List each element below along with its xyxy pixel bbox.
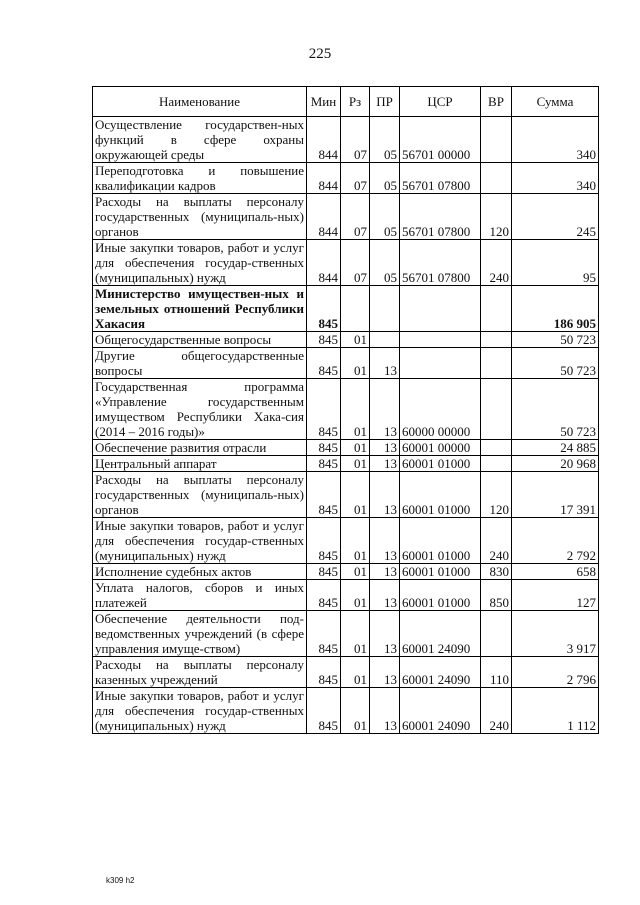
table-row [93,564,599,580]
cell-sum: 95 [512,240,599,286]
cell-csr: 60001 24090 [400,611,481,657]
cell-vr: 240 [481,240,512,286]
cell-min: 845 [307,688,341,734]
cell-csr [400,348,481,379]
table-row [93,580,599,611]
cell-name: Общегосударственные вопросы [93,332,307,348]
cell-min: 844 [307,163,341,194]
cell-min: 845 [307,379,341,440]
cell-vr [481,286,512,332]
cell-min: 845 [307,332,341,348]
cell-name: Государственная программа «Управление государственным имуществом Республики Хака-сия (2014 – 2016 годы)» [93,379,307,440]
cell-rz: 07 [341,117,370,163]
header-name: Наименование [93,87,307,117]
cell-sum: 1 112 [512,688,599,734]
cell-pr: 13 [370,580,400,611]
cell-vr [481,456,512,472]
header-vr: ВР [481,87,512,117]
cell-csr: 56701 07800 [400,240,481,286]
table-row [93,286,599,332]
cell-name: Уплата налогов, сборов и иных платежей [93,580,307,611]
cell-name: Обеспечение деятельности под-ведомственных учреждений (в сфере управления имуще-ством) [93,611,307,657]
cell-pr: 05 [370,163,400,194]
cell-name: Министерство имуществен-ных и земельных отношений Республики Хакасия [93,286,307,332]
cell-vr: 830 [481,564,512,580]
cell-name: Иные закупки товаров, работ и услуг для обеспечения государ-ственных (муниципальных) нужд [93,688,307,734]
cell-sum: 2 796 [512,657,599,688]
header-rz: Рз [341,87,370,117]
cell-csr: 56701 00000 [400,117,481,163]
table-row [93,117,599,163]
cell-min: 845 [307,456,341,472]
cell-sum: 658 [512,564,599,580]
cell-rz: 01 [341,332,370,348]
cell-sum: 2 792 [512,518,599,564]
cell-csr: 60001 01000 [400,456,481,472]
cell-pr: 05 [370,240,400,286]
cell-csr: 60001 00000 [400,440,481,456]
cell-pr: 13 [370,564,400,580]
cell-vr: 120 [481,472,512,518]
cell-csr: 60001 01000 [400,518,481,564]
cell-rz: 01 [341,379,370,440]
cell-vr [481,332,512,348]
cell-rz: 07 [341,240,370,286]
cell-csr: 56701 07800 [400,194,481,240]
cell-name: Осуществление государствен-ных функций в сфере охраны окружающей среды [93,117,307,163]
cell-vr [481,379,512,440]
cell-vr [481,440,512,456]
table-row [93,163,599,194]
cell-pr: 13 [370,440,400,456]
table-row [93,611,599,657]
cell-min: 845 [307,348,341,379]
header-min: Мин [307,87,341,117]
table-row [93,348,599,379]
cell-vr: 850 [481,580,512,611]
cell-min: 845 [307,440,341,456]
cell-csr: 56701 07800 [400,163,481,194]
cell-name: Переподготовка и повышение квалификации кадров [93,163,307,194]
cell-sum: 24 885 [512,440,599,456]
cell-rz: 01 [341,472,370,518]
cell-rz: 01 [341,611,370,657]
table-row [93,456,599,472]
cell-sum: 20 968 [512,456,599,472]
cell-pr: 05 [370,194,400,240]
cell-rz: 07 [341,163,370,194]
cell-pr: 13 [370,688,400,734]
cell-sum: 245 [512,194,599,240]
table-row [93,194,599,240]
cell-name: Другие общегосударственные вопросы [93,348,307,379]
cell-rz: 01 [341,688,370,734]
cell-sum: 50 723 [512,348,599,379]
cell-name: Центральный аппарат [93,456,307,472]
table-row [93,440,599,456]
cell-csr: 60001 24090 [400,688,481,734]
cell-pr [370,286,400,332]
cell-min: 845 [307,472,341,518]
cell-pr: 13 [370,518,400,564]
cell-name: Расходы на выплаты персоналу казенных учреждений [93,657,307,688]
cell-vr [481,348,512,379]
footer-code: k309 h2 [106,876,135,885]
cell-name: Иные закупки товаров, работ и услуг для обеспечения государ-ственных (муниципальных) нужд [93,240,307,286]
cell-pr: 13 [370,472,400,518]
cell-csr: 60001 01000 [400,472,481,518]
cell-vr [481,117,512,163]
table-row [93,518,599,564]
cell-rz: 01 [341,518,370,564]
cell-rz: 01 [341,580,370,611]
cell-pr: 13 [370,348,400,379]
cell-csr [400,286,481,332]
table-header-row [93,87,599,117]
cell-sum: 340 [512,163,599,194]
cell-name: Иные закупки товаров, работ и услуг для обеспечения государ-ственных (муниципальных) нужд [93,518,307,564]
table-row [93,240,599,286]
cell-min: 845 [307,286,341,332]
cell-min: 844 [307,117,341,163]
header-pr: ПР [370,87,400,117]
cell-csr: 60001 01000 [400,580,481,611]
cell-csr: 60001 24090 [400,657,481,688]
cell-pr: 13 [370,456,400,472]
cell-name: Расходы на выплаты персоналу государственных (муниципаль-ных) органов [93,472,307,518]
table-row [93,332,599,348]
cell-min: 845 [307,580,341,611]
cell-min: 845 [307,611,341,657]
header-csr: ЦСР [400,87,481,117]
cell-sum: 127 [512,580,599,611]
cell-min: 844 [307,240,341,286]
cell-sum: 50 723 [512,379,599,440]
cell-vr [481,611,512,657]
cell-pr: 13 [370,379,400,440]
cell-vr: 240 [481,688,512,734]
cell-pr: 05 [370,117,400,163]
header-sum: Сумма [512,87,599,117]
cell-sum: 3 917 [512,611,599,657]
cell-csr: 60000 00000 [400,379,481,440]
cell-csr: 60001 01000 [400,564,481,580]
table-row [93,379,599,440]
cell-min: 845 [307,518,341,564]
table-body [93,117,599,734]
cell-sum: 340 [512,117,599,163]
cell-pr: 13 [370,611,400,657]
cell-vr: 240 [481,518,512,564]
cell-sum: 17 391 [512,472,599,518]
cell-rz: 07 [341,194,370,240]
cell-csr [400,332,481,348]
cell-vr: 120 [481,194,512,240]
cell-rz [341,286,370,332]
cell-sum: 186 905 [512,286,599,332]
cell-min: 845 [307,657,341,688]
cell-name: Обеспечение развития отрасли [93,440,307,456]
table-row [93,688,599,734]
cell-min: 844 [307,194,341,240]
cell-sum: 50 723 [512,332,599,348]
cell-rz: 01 [341,564,370,580]
cell-vr [481,163,512,194]
cell-rz: 01 [341,456,370,472]
cell-vr: 110 [481,657,512,688]
cell-name: Расходы на выплаты персоналу государственных (муниципаль-ных) органов [93,194,307,240]
table-row [93,472,599,518]
budget-table [92,86,599,734]
page-number: 225 [308,46,332,62]
cell-pr [370,332,400,348]
cell-rz: 01 [341,657,370,688]
cell-pr: 13 [370,657,400,688]
cell-rz: 01 [341,348,370,379]
cell-min: 845 [307,564,341,580]
table-row [93,657,599,688]
cell-name: Исполнение судебных актов [93,564,307,580]
cell-rz: 01 [341,440,370,456]
